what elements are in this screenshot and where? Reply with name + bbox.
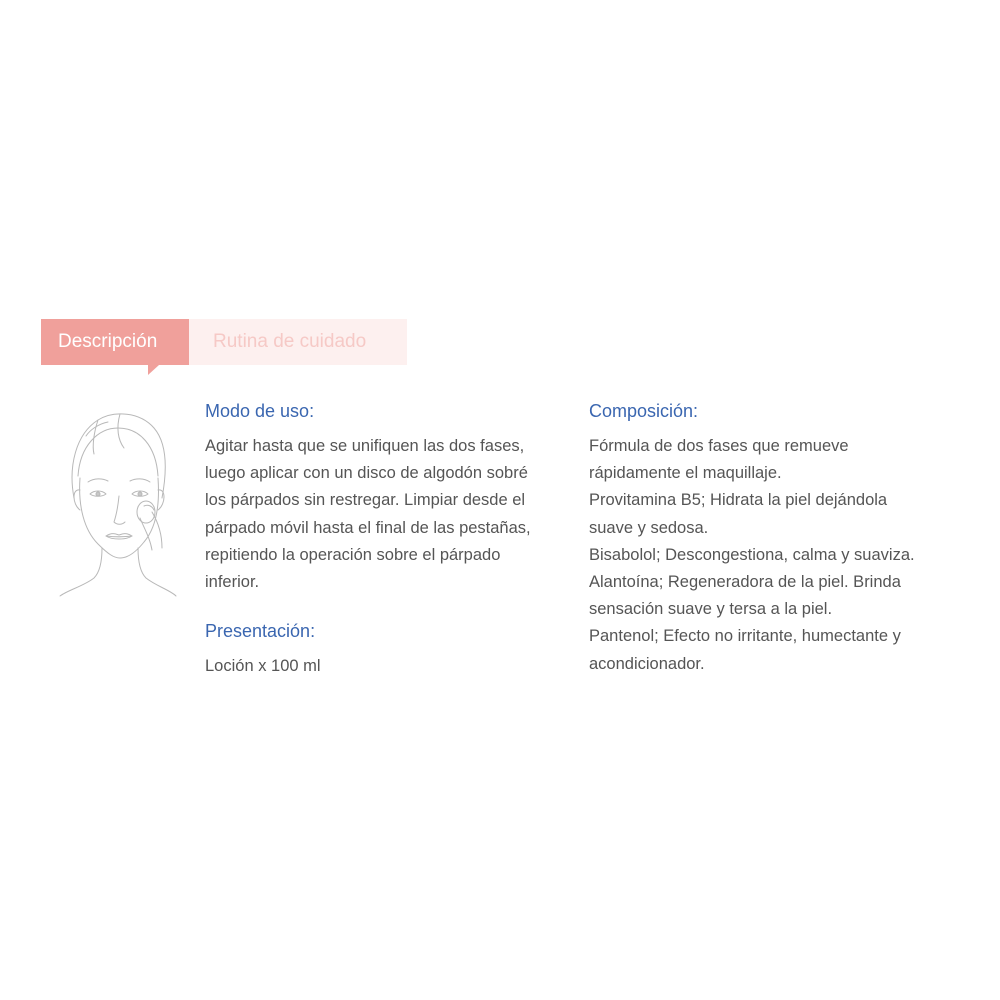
composition-line: rápidamente el maquillaje. — [589, 464, 782, 483]
usage-line: repitiendo la operación sobre el párpado — [205, 545, 501, 564]
usage-column — [205, 398, 577, 680]
composition-line: suave y sedosa. — [589, 518, 709, 537]
composition-heading: Composición: — [589, 401, 699, 421]
tab-care-routine[interactable]: Rutina de cuidado — [189, 319, 407, 365]
usage-line: los párpados sin restregar. Limpiar desde el — [205, 491, 526, 510]
usage-line: Agitar hasta que se unifiquen las dos fases, — [205, 437, 525, 455]
tab-description[interactable]: Descripción — [41, 319, 189, 365]
product-tabs — [41, 319, 407, 365]
composition-line: Pantenol; Efecto no irritante, humectante y — [589, 627, 901, 646]
face-cleansing-icon — [58, 406, 178, 604]
composition-line: Alantoína; Regeneradora de la piel. Brinda — [589, 572, 901, 591]
usage-text — [205, 433, 577, 596]
composition-line: acondicionador. — [589, 654, 705, 673]
presentation-text — [205, 653, 577, 680]
composition-line: sensación suave y tersa a la piel. — [589, 600, 833, 619]
composition-line: Fórmula de dos fases que remueve — [589, 437, 849, 455]
composition-line: Bisabolol; Descongestiona, calma y suaviza. — [589, 545, 915, 564]
usage-line: luego aplicar con un disco de algodón sobré — [205, 464, 528, 483]
usage-line: inferior. — [205, 572, 260, 591]
usage-heading: Modo de uso: — [205, 401, 315, 421]
composition-text — [589, 433, 969, 678]
composition-line: Provitamina B5; Hidrata la piel dejándola — [589, 491, 888, 510]
presentation-heading: Presentación: — [205, 621, 316, 642]
usage-line: párpado móvil hasta el final de las pestañas, — [205, 518, 531, 537]
presentation-line: Loción x 100 ml — [205, 657, 321, 676]
composition-column — [589, 398, 969, 678]
